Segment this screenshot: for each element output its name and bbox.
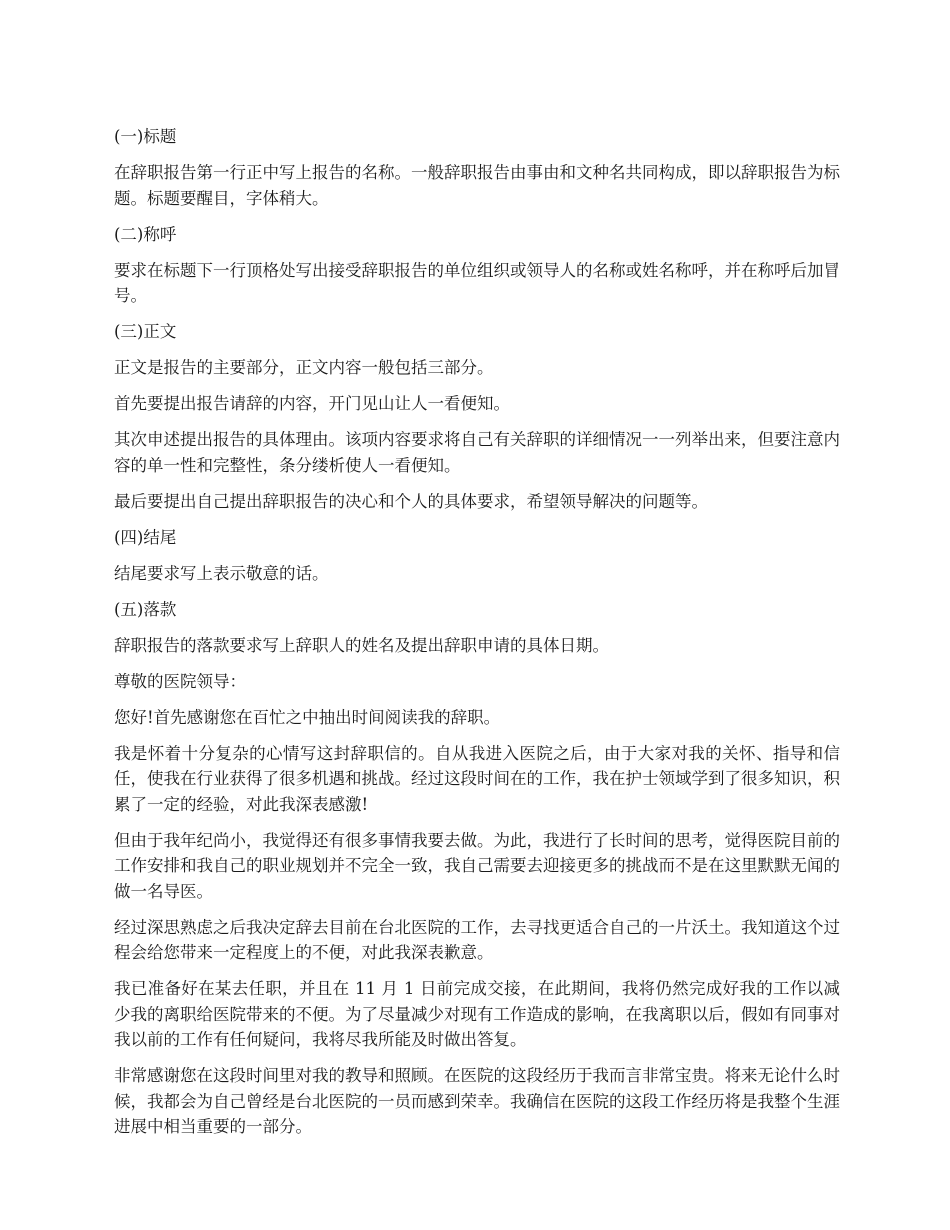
paragraph-body-first: 首先要提出报告请辞的内容，开门见山让人一看便知。 <box>114 394 510 413</box>
letter-greeting: 您好!首先感谢您在百忙之中抽出时间阅读我的辞职。 <box>114 707 501 727</box>
section-heading-signature: (五)落款 <box>114 599 177 619</box>
letter-paragraph-5: 非常感谢您在这段时间里对我的教导和照顾。在医院的这段经历于我而言非常宝贵。将来无论什么时候，我都会为自己曾经是台北医院的一员而感到荣幸。我确信在医院的这段工作经历将是我整个生涯进展中相当重要的一部分。 <box>114 1066 840 1136</box>
section-heading-title: (一)标题 <box>114 127 177 146</box>
paragraph-body-desc: 正文是报告的主要部分，正文内容一般包括三部分。 <box>114 358 494 377</box>
paragraph-title-desc: 在辞职报告第一行正中写上报告的名称。一般辞职报告由事由和文种名共同构成，即以辞职报告为标题。标题要醒目，字体稍大。 <box>114 163 840 208</box>
letter-paragraph-3: 经过深思熟虑之后我决定辞去目前在台北医院的工作，去寻找更适合自己的一片沃土。我知道这个过程会给您带来一定程度上的不便，对此我深表歉意。 <box>114 917 840 962</box>
paragraph-salutation-desc: 要求在标题下一行顶格处写出接受辞职报告的单位组织或领导人的名称或姓名称呼，并在称呼后加冒号。 <box>114 260 840 305</box>
section-heading-closing: (四)结尾 <box>114 527 177 547</box>
letter-paragraph-1: 我是怀着十分复杂的心情写这封辞职信的。自从我进入医院之后，由于大家对我的关怀、指导和信任，使我在行业获得了很多机遇和挑战。经过这段时间在的工作，我在护士领域学到了很多知识，积累了一定的经验，对此我深表感激! <box>114 743 840 814</box>
section-heading-body: (三)正文 <box>114 322 177 341</box>
letter-paragraph-2: 但由于我年纪尚小，我觉得还有很多事情我要去做。为此，我进行了长时间的思考，觉得医院目前的工作安排和我自己的职业规划并不完全一致，我自己需要去迎接更多的挑战而不是在这里默默无闻的做一名导医。 <box>114 830 840 901</box>
paragraph-closing-desc: 结尾要求写上表示敬意的话。 <box>114 563 329 583</box>
paragraph-body-last: 最后要提出自己提出辞职报告的决心和个人的具体要求，希望领导解决的问题等。 <box>114 491 708 511</box>
letter-paragraph-4: 我已准备好在某去任职，并且在 11 月 1 日前完成交接，在此期间，我将仍然完成好我的工作以减少我的离职给医院带来的不便。为了尽量减少对现有工作造成的影响，在我离职以后，假如有同事对我以前的工作有任何疑问，我将尽我所能及时做出答复。 <box>114 979 840 1049</box>
section-heading-salutation: (二)称呼 <box>114 224 177 244</box>
letter-salutation: 尊敬的医院领导： <box>114 671 246 691</box>
document-body <box>114 124 840 1150</box>
paragraph-body-second: 其次申述提出报告的具体理由。该项内容要求将自己有关辞职的详细情况一一列举出来，但要注意内容的单一性和完整性，条分缕析使人一看便知。 <box>114 430 840 475</box>
paragraph-signature-desc: 辞职报告的落款要求写上辞职人的姓名及提出辞职申请的具体日期。 <box>114 635 609 655</box>
